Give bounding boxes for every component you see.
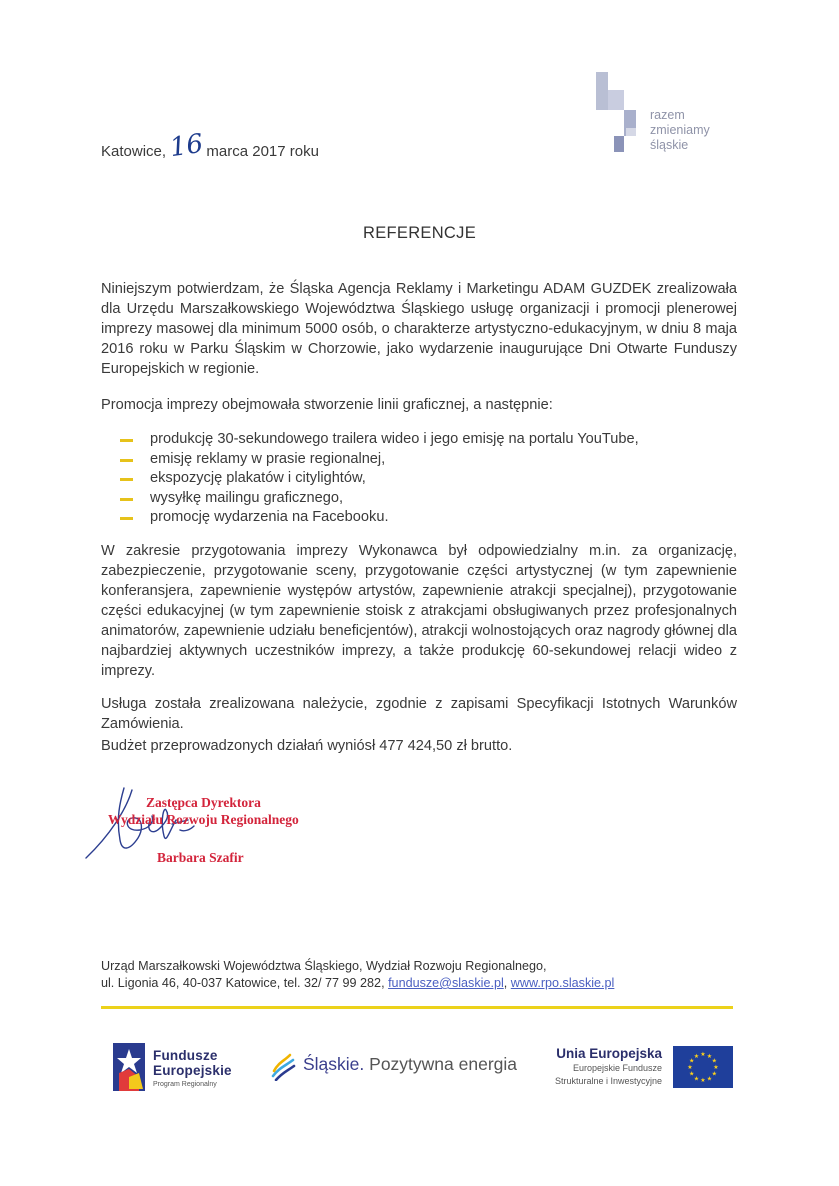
list-item-text: promocję wydarzenia na Facebooku. <box>150 509 389 525</box>
eu-star-icon: ★ <box>711 1071 717 1078</box>
eu-star-icon: ★ <box>706 1076 713 1083</box>
eu-star-icon: ★ <box>713 1065 719 1072</box>
slogan-line: razem <box>650 108 685 122</box>
footer-address <box>101 958 614 992</box>
list-item <box>120 469 740 489</box>
slogan-line: zmieniamy <box>650 123 710 137</box>
slaskie-tagline: Pozytywna energia <box>369 1054 518 1074</box>
eu-star-icon: ★ <box>687 1065 693 1072</box>
bullet-dash-icon <box>120 459 133 462</box>
eu-star-icon: ★ <box>693 1053 700 1060</box>
eu-star-icon: ★ <box>711 1058 717 1065</box>
eu-star-icon: ★ <box>700 1078 706 1085</box>
unia-europejska-label <box>540 1045 662 1087</box>
address-line-1: Urząd Marszałkowski Województwa Śląskiego, Wydział Rozwoju Regionalnego, <box>101 959 547 973</box>
address-separator: , <box>503 976 508 990</box>
eu-star-icon: ★ <box>689 1071 695 1078</box>
stamp-department: Wydziału Rozwoju Regionalnego <box>108 812 299 827</box>
bullet-dash-icon <box>120 517 133 520</box>
paragraph-completion: Usługa została zrealizowana należycie, zgodnie z zapisami Specyfikacji Istotnych Warunków Zamówienia. <box>101 696 737 732</box>
list-item <box>120 430 740 450</box>
date-suffix: marca 2017 roku <box>206 143 319 160</box>
address-line-2 <box>101 975 614 992</box>
address-street: ul. Ligonia 46, 40-037 Katowice, tel. 32/ 77 99 282, <box>101 976 385 990</box>
handwritten-day: 16 <box>168 128 206 164</box>
logo-slogan <box>650 108 710 153</box>
stamp-title: Zastępca Dyrektora <box>146 795 261 810</box>
eu-star-icon: ★ <box>693 1076 700 1083</box>
stamp-name: Barbara Szafir <box>157 850 244 865</box>
fe-line-2: Europejskie <box>153 1063 232 1078</box>
bullet-dash-icon <box>120 478 133 481</box>
promo-intro: Promocja imprezy obejmowała stworzenie linii graficznej, a następnie: <box>101 397 553 413</box>
budget-line: Budżet przeprowadzonych działań wyniósł 477 424,50 zł brutto. <box>101 738 513 754</box>
slaskie-logo-text <box>303 1054 517 1075</box>
paragraph-intro: Niniejszym potwierdzam, że Śląska Agencja Reklamy i Marketingu ADAM GUZDEK zrealizowała dla Urzędu Marszałkowskiego Województwa Śląskiego usługę organizacji i promocji plenerowej imprezy masowej dla minimum 5000 osób, o charakterze artystyczno-edukacyjnym, w dniu 8 maja 2016 roku w Parku Śląskim w Chorzowie, jako wydarzenie inaugurujące Dni Otwarte Funduszy Europejskich w regionie. <box>101 281 737 377</box>
slaskie-wave-icon <box>270 1051 296 1081</box>
slaskie-name: Śląskie. <box>303 1054 365 1074</box>
document-title: REFERENCJE <box>362 224 476 242</box>
date-line <box>101 143 319 160</box>
list-item-text: produkcję 30-sekundowego trailera wideo i jego emisję na portalu YouTube, <box>150 431 639 447</box>
list-item-text: emisję reklamy w prasie regionalnej, <box>150 450 386 467</box>
fe-line-1: Fundusze <box>153 1048 218 1063</box>
list-item <box>120 450 740 470</box>
list-item <box>120 489 740 509</box>
list-item <box>120 508 740 528</box>
fundusze-europejskie-label <box>153 1048 232 1088</box>
fe-subtitle: Program Regionalny <box>153 1081 217 1088</box>
ue-line-2: Strukturalne i Inwestycyjne <box>554 1075 662 1086</box>
fundusze-europejskie-star-icon <box>113 1043 145 1091</box>
eu-flag-icon <box>673 1046 733 1088</box>
bullet-dash-icon <box>120 439 133 442</box>
footer-rule <box>101 1006 733 1009</box>
ue-line-1: Europejskie Fundusze <box>572 1063 662 1073</box>
bullet-dash-icon <box>120 498 133 501</box>
eu-star-icon: ★ <box>689 1058 695 1065</box>
ue-title: Unia Europejska <box>556 1046 662 1061</box>
promo-list <box>120 430 740 528</box>
paragraph-scope: W zakresie przygotowania imprezy Wykonawca był odpowiedzialny m.in. za organizację, zabezpieczenie, przygotowanie sceny, przygotowanie części artystycznej (w tym zapewnienie konferansjera, zapewnienie występów artystów, zapewnienie atrakcji specjalnej), przygotowanie części edukacyjnej (w tym zapewnienie stoisk z atrakcjami obsługiwanych przez profesjonalnych animatorów, zapewnienie udziału beneficjentów), atrakcji wolnostojących oraz nagrody głównej dla najbardziej aktywnych uczestników imprezy, a także produkcję 60-sekundowej relacji wideo z imprezy. <box>101 543 737 679</box>
eu-star-icon: ★ <box>706 1053 713 1060</box>
list-item-text: wysyłkę mailingu graficznego, <box>150 489 344 506</box>
list-item-text: ekspozycję plakatów i citylightów, <box>150 470 366 486</box>
slogan-line: śląskie <box>650 138 689 152</box>
website-link[interactable]: www.rpo.slaskie.pl <box>510 976 615 990</box>
email-link[interactable]: fundusze@slaskie.pl <box>388 976 504 990</box>
eu-star-icon: ★ <box>700 1052 706 1059</box>
date-prefix: Katowice, <box>101 143 167 160</box>
